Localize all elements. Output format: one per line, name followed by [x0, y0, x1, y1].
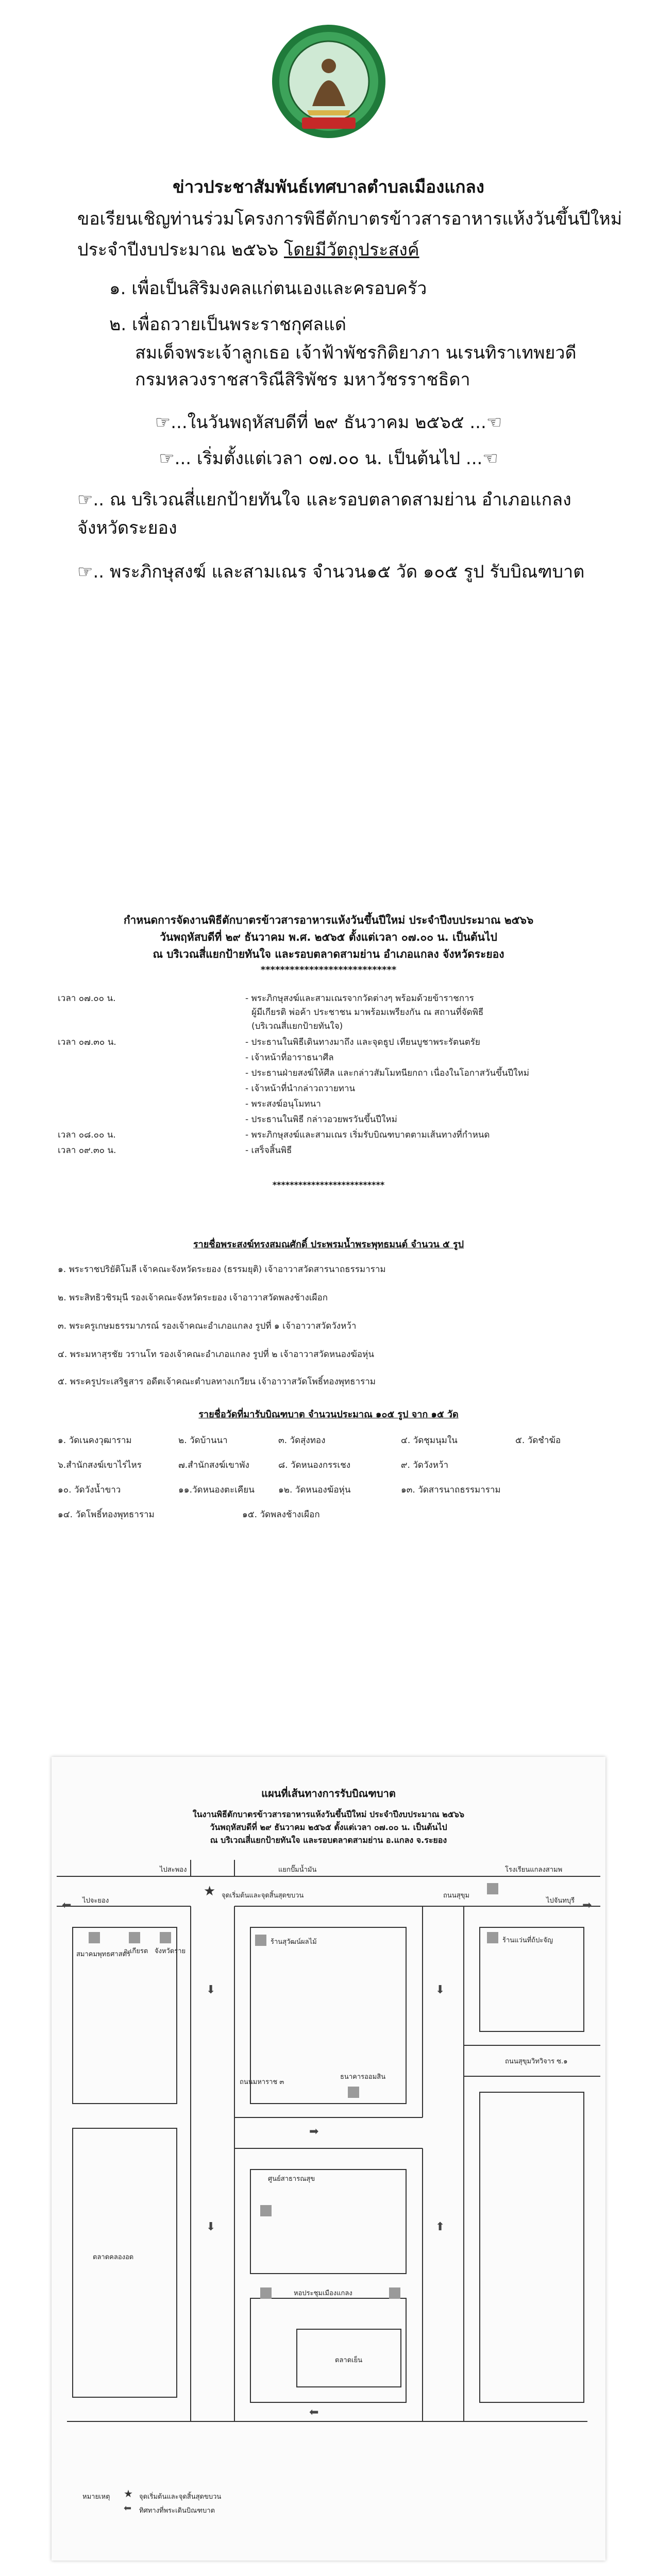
intro-line-2 [77, 237, 419, 263]
schedule-item: - พระภิกษุสงฆ์และสามเณรจากวัดต่างๆ พร้อมด้วยข้าราชการ [245, 993, 474, 1004]
legend-arrow-icon: ⬅ [124, 2503, 132, 2514]
objective-2-line-3: กรมหลวงราชสาริณีสิริพัชร มหาวัชรราชธิดา [135, 369, 470, 390]
intro-line: ขอเรียนเชิญท่านร่วมโครงการพิธีตักบาตรข้าวสารอาหารแห้งวันขึ้นปีใหม่ [77, 209, 622, 229]
building-marker [260, 2287, 272, 2299]
map-date: วันพฤหัสบดีที่ ๒๙ ธันวาคม ๒๕๖๕ ตั้งแต่เวลา ๐๗.๐๐ น. เป็นต้นไป [210, 1822, 447, 1832]
map-place: ณ บริเวณสี่แยกป้ายทันใจ และรอบตลาดสามย่าน อ.แกลง จ.ระยอง [210, 1835, 447, 1845]
map-label-shop: จังหวัดราย [155, 1947, 186, 1955]
schedule-item: (บริเวณสี่แยกป้ายทันใจ) [251, 1021, 343, 1031]
map-subtitle: ในงานพิธีตักบาตรข้าวสารอาหารแห้งวันขึ้นปีใหม่ ประจำปีงบประมาณ ๒๕๖๖ [192, 1809, 465, 1819]
map-label-to-chanthaburi: ไปจันทบุรี [546, 1897, 575, 1905]
temple-item: ๕. วัดชำฆ้อ [515, 1435, 561, 1446]
arrow-down-icon: ⬇ [206, 1984, 216, 1996]
legend-star-icon: ★ [124, 2487, 133, 2500]
legend-direction: ทิศทางที่พระเดินบิณฑบาต [139, 2507, 215, 2515]
arrow-left-icon: ⬅ [309, 2406, 319, 2419]
schedule-item: - ประธานในพิธีเดินทางมาถึง และจุดธูป เทียนบูชาพระรัตนตรัย [245, 1037, 480, 1047]
schedule-item: - เจ้าหน้าที่อาราธนาศีล [245, 1053, 334, 1063]
monk-item: ๑. พระราชปริยัติโมลี เจ้าคณะจังหวัดระยอง (ธรรมยุติ) เจ้าอาวาสวัดสารนาถธรรมาราม [58, 1264, 386, 1275]
map-label-start-point: จุดเริ่มต้นและจุดสิ้นสุดขบวน [222, 1892, 304, 1900]
objective-1: ๑. เพื่อเป็นสิริมงคลแก่ตนเองและครอบครัว [109, 278, 427, 299]
map-label-shop: อ.เกียรต [124, 1947, 148, 1955]
building-marker [160, 1932, 171, 1943]
schedule-item: - เจ้าหน้าที่นำกล่าวถวายทาน [245, 1083, 356, 1094]
schedule-time-3: เวลา ๐๘.๐๐ น. [58, 1130, 116, 1140]
map-label-bank: ธนาคารออมสิน [340, 2073, 386, 2081]
monk-item: ๓. พระครูเกษมธรรมาภรณ์ รองเจ้าคณะอำเภอแกลง รูปที่ ๑ เจ้าอาวาสวัดวังหว้า [58, 1321, 357, 1331]
map-title: แผนที่เส้นทางการรับบิณฑบาต [261, 1787, 396, 1800]
map-label-to-rayong: ไปจะยอง [82, 1897, 109, 1905]
route-map [52, 1757, 605, 2561]
schedule-item: - ประธานฝ่ายสงฆ์ให้ศีล และกล่าวสัมโมทนียกถา เนื่องในโอกาสวันขึ้นปีใหม่ [245, 1068, 529, 1078]
map-label-hall: หอประชุมเมืองแกลง [294, 2290, 352, 2297]
building-marker [260, 2205, 272, 2216]
schedule-title: กำหนดการจัดงานพิธีตักบาตรข้าวสารอาหารแห้งวันขึ้นปีใหม่ ประจำปีงบประมาณ ๒๕๖๖ [123, 914, 534, 926]
schedule-item: - พระภิกษุสงฆ์และสามเณร เริ่มรับบิณฑบาตตามเส้นทางที่กำหนด [245, 1130, 490, 1140]
schedule-time-1: เวลา ๐๗.๐๐ น. [58, 993, 116, 1004]
temple-item: ๒. วัดบ้านนา [178, 1435, 228, 1446]
objective-2: ๒. เพื่อถวายเป็นพระราชกุศลแด่ [109, 314, 346, 335]
legend-title: หมายเหตุ [82, 2493, 110, 2501]
intro-budget-year: ประจำปีงบประมาณ ๒๕๖๖ [77, 240, 284, 260]
building-marker [255, 1935, 266, 1946]
temple-item: ๘. วัดหนองกรรเชง [278, 1460, 351, 1470]
temple-item: ๑. วัดเนคงวุฒาราม [58, 1435, 132, 1446]
building-marker [129, 1932, 140, 1943]
map-label-road: ถนนสุขุมวิทวิจาร ซ.๑ [505, 2058, 568, 2065]
temple-item: ๖.สำนักสงฆ์เขาไร่ไหร [58, 1460, 142, 1470]
monks-list-title: รายชื่อพระสงฆ์ทรงสมณศักดิ์ ประพรมน้ำพระพุทธมนต์ จำนวน ๕ รูป [193, 1239, 464, 1250]
event-place: ☞.. ณ บริเวณสี่แยกป้ายทันใจ และรอบตลาดสามย่าน อำเภอแกลง [77, 489, 571, 510]
municipality-logo [271, 24, 386, 139]
schedule-item: - ประธานในพิธี กล่าวอวยพรวันขึ้นปีใหม่ [245, 1114, 397, 1125]
city-block [72, 2128, 177, 2398]
map-label-road: ถนนสุขุม [443, 1892, 470, 1900]
map-label-road: ถนนมหาราช ๓ [240, 2078, 284, 2086]
map-label-health-center: ศูนย์สาธารณสุข [268, 2175, 315, 2183]
schedule-stars-2: ************************** [272, 1180, 385, 1190]
map-label-school: โรงเรียนแกลงสามพ [505, 1866, 563, 1874]
temple-item: ๑๓. วัดสารนาถธรรมาราม [401, 1485, 501, 1495]
map-label-night-market: ตลาดเย็น [335, 2357, 363, 2364]
temple-item: ๗.สำนักสงฆ์เขาพัง [178, 1460, 249, 1470]
building-marker [348, 2087, 359, 2098]
monks-count: ☞.. พระภิกษุสงฆ์ และสามเณร จำนวน๑๕ วัด ๑๐๕ รูป รับบิณฑบาต [77, 562, 585, 582]
arrow-left-icon: ⬅ [62, 1899, 72, 1912]
building-marker [487, 1932, 498, 1943]
map-label-shop: ร้านสุวัฒน์ผลไม้ [271, 1938, 317, 1946]
temple-item: ๙. วัดวังหว้า [401, 1460, 448, 1470]
building-marker [487, 1883, 498, 1894]
arrow-right-icon: ➡ [309, 2125, 319, 2138]
city-block [250, 2169, 407, 2274]
intro-objectives: โดยมีวัตถุประสงค์ [283, 240, 419, 260]
temples-list-title: รายชื่อวัดที่มารับบิณฑบาต จำนวนประมาณ ๑๐๕ รูป จาก ๑๕ วัด [198, 1409, 459, 1420]
schedule-time-4: เวลา ๐๙.๓๐ น. [58, 1145, 116, 1156]
schedule-place: ณ บริเวณสี่แยกป้ายทันใจ และรอบตลาดสามย่าน อำเภอแกลง จังหวัดระยอง [153, 948, 504, 960]
arrow-down-icon: ⬇ [206, 2221, 216, 2233]
city-block [479, 2092, 584, 2403]
monk-item: ๔. พระมหาสุรชัย วรานโท รองเจ้าคณะอำเภอแกลง รูปที่ ๒ เจ้าอาวาสวัดหนองฆ้อหุ่น [58, 1349, 374, 1360]
map-label-market: ตลาดคลองอด [93, 2253, 134, 2261]
schedule-item: - เสร็จสิ้นพิธี [245, 1145, 292, 1156]
map-label-top: ไปสะพอง [160, 1866, 187, 1874]
temple-item: ๑๕. วัดพลงช้างเผือก [242, 1510, 320, 1520]
legend-start-point: จุดเริ่มต้นและจุดสิ้นสุดขบวน [139, 2493, 222, 2501]
arrow-up-icon: ⬆ [435, 2221, 445, 2233]
start-point-star-icon: ★ [204, 1884, 216, 1899]
building-marker [389, 2287, 400, 2299]
event-time: ☞... เริ่มตั้งแต่เวลา ๐๗.๐๐ น. เป็นต้นไป ...☜ [159, 448, 498, 469]
arrow-right-icon: ➡ [582, 1899, 592, 1912]
temple-item: ๑๒. วัดหนองฆ้อหุ่น [278, 1485, 351, 1495]
map-label-hospital: สมาคมพุทธศาสตร์ [76, 1951, 131, 1958]
schedule-time-2: เวลา ๐๗.๓๐ น. [58, 1037, 116, 1047]
temple-item: ๓. วัดสุ่งทอง [278, 1435, 326, 1446]
objective-2-line-2: สมเด็จพระเจ้าลูกเธอ เจ้าฟ้าพัชรกิติยาภา นเรนทิราเทพยวดี [135, 343, 577, 363]
monk-item: ๕. พระครูประเสริฐสาร อดีตเจ้าคณะตำบลทางเกวียน เจ้าอาวาสวัดโพธิ์ทองพุทธาราม [58, 1377, 376, 1387]
schedule-stars: **************************** [260, 964, 397, 975]
monk-item: ๒. พระสิทธิวชิรมุนี รองเจ้าคณะจังหวัดระยอง เจ้าอาวาสวัดพลงช้างเผือก [58, 1293, 328, 1303]
event-place-province: จังหวัดระยอง [77, 518, 177, 538]
temple-item: ๔. วัดชุมนุมใน [401, 1435, 458, 1446]
temple-item: ๑๔. วัดโพธิ์ทองพุทธาราม [58, 1510, 155, 1520]
building-marker [89, 1932, 100, 1943]
map-label-shop: ร้านแว่นที่ถ้ปะจัญ [502, 1937, 553, 1944]
temple-item: ๑๑.วัดหนองตะเคียน [178, 1485, 255, 1495]
schedule-item: ผู้มีเกียรติ พ่อค้า ประชาชน มาพร้อมเพรียงกัน ณ สถานที่จัดพิธี [251, 1007, 484, 1018]
schedule-date: วันพฤหัสบดีที่ ๒๙ ธันวาคม พ.ศ. ๒๕๖๕ ตั้งแต่เวลา ๐๗.๐๐ น. เป็นต้นไป [160, 931, 497, 943]
temple-item: ๑๐. วัดวังน้ำขาว [58, 1485, 121, 1495]
schedule-item: - พระสงฆ์อนุโมทนา [245, 1099, 321, 1109]
announcement-title: ข่าวประชาสัมพันธ์เทศบาลตำบลเมืองแกลง [173, 177, 484, 197]
event-date: ☞...ในวันพฤหัสบดีที่ ๒๙ ธันวาคม ๒๕๖๕ ...☜ [155, 412, 502, 433]
map-label-junction: แยกปั๊มน้ำมัน [278, 1866, 317, 1874]
arrow-down-icon: ⬇ [435, 1984, 445, 1996]
